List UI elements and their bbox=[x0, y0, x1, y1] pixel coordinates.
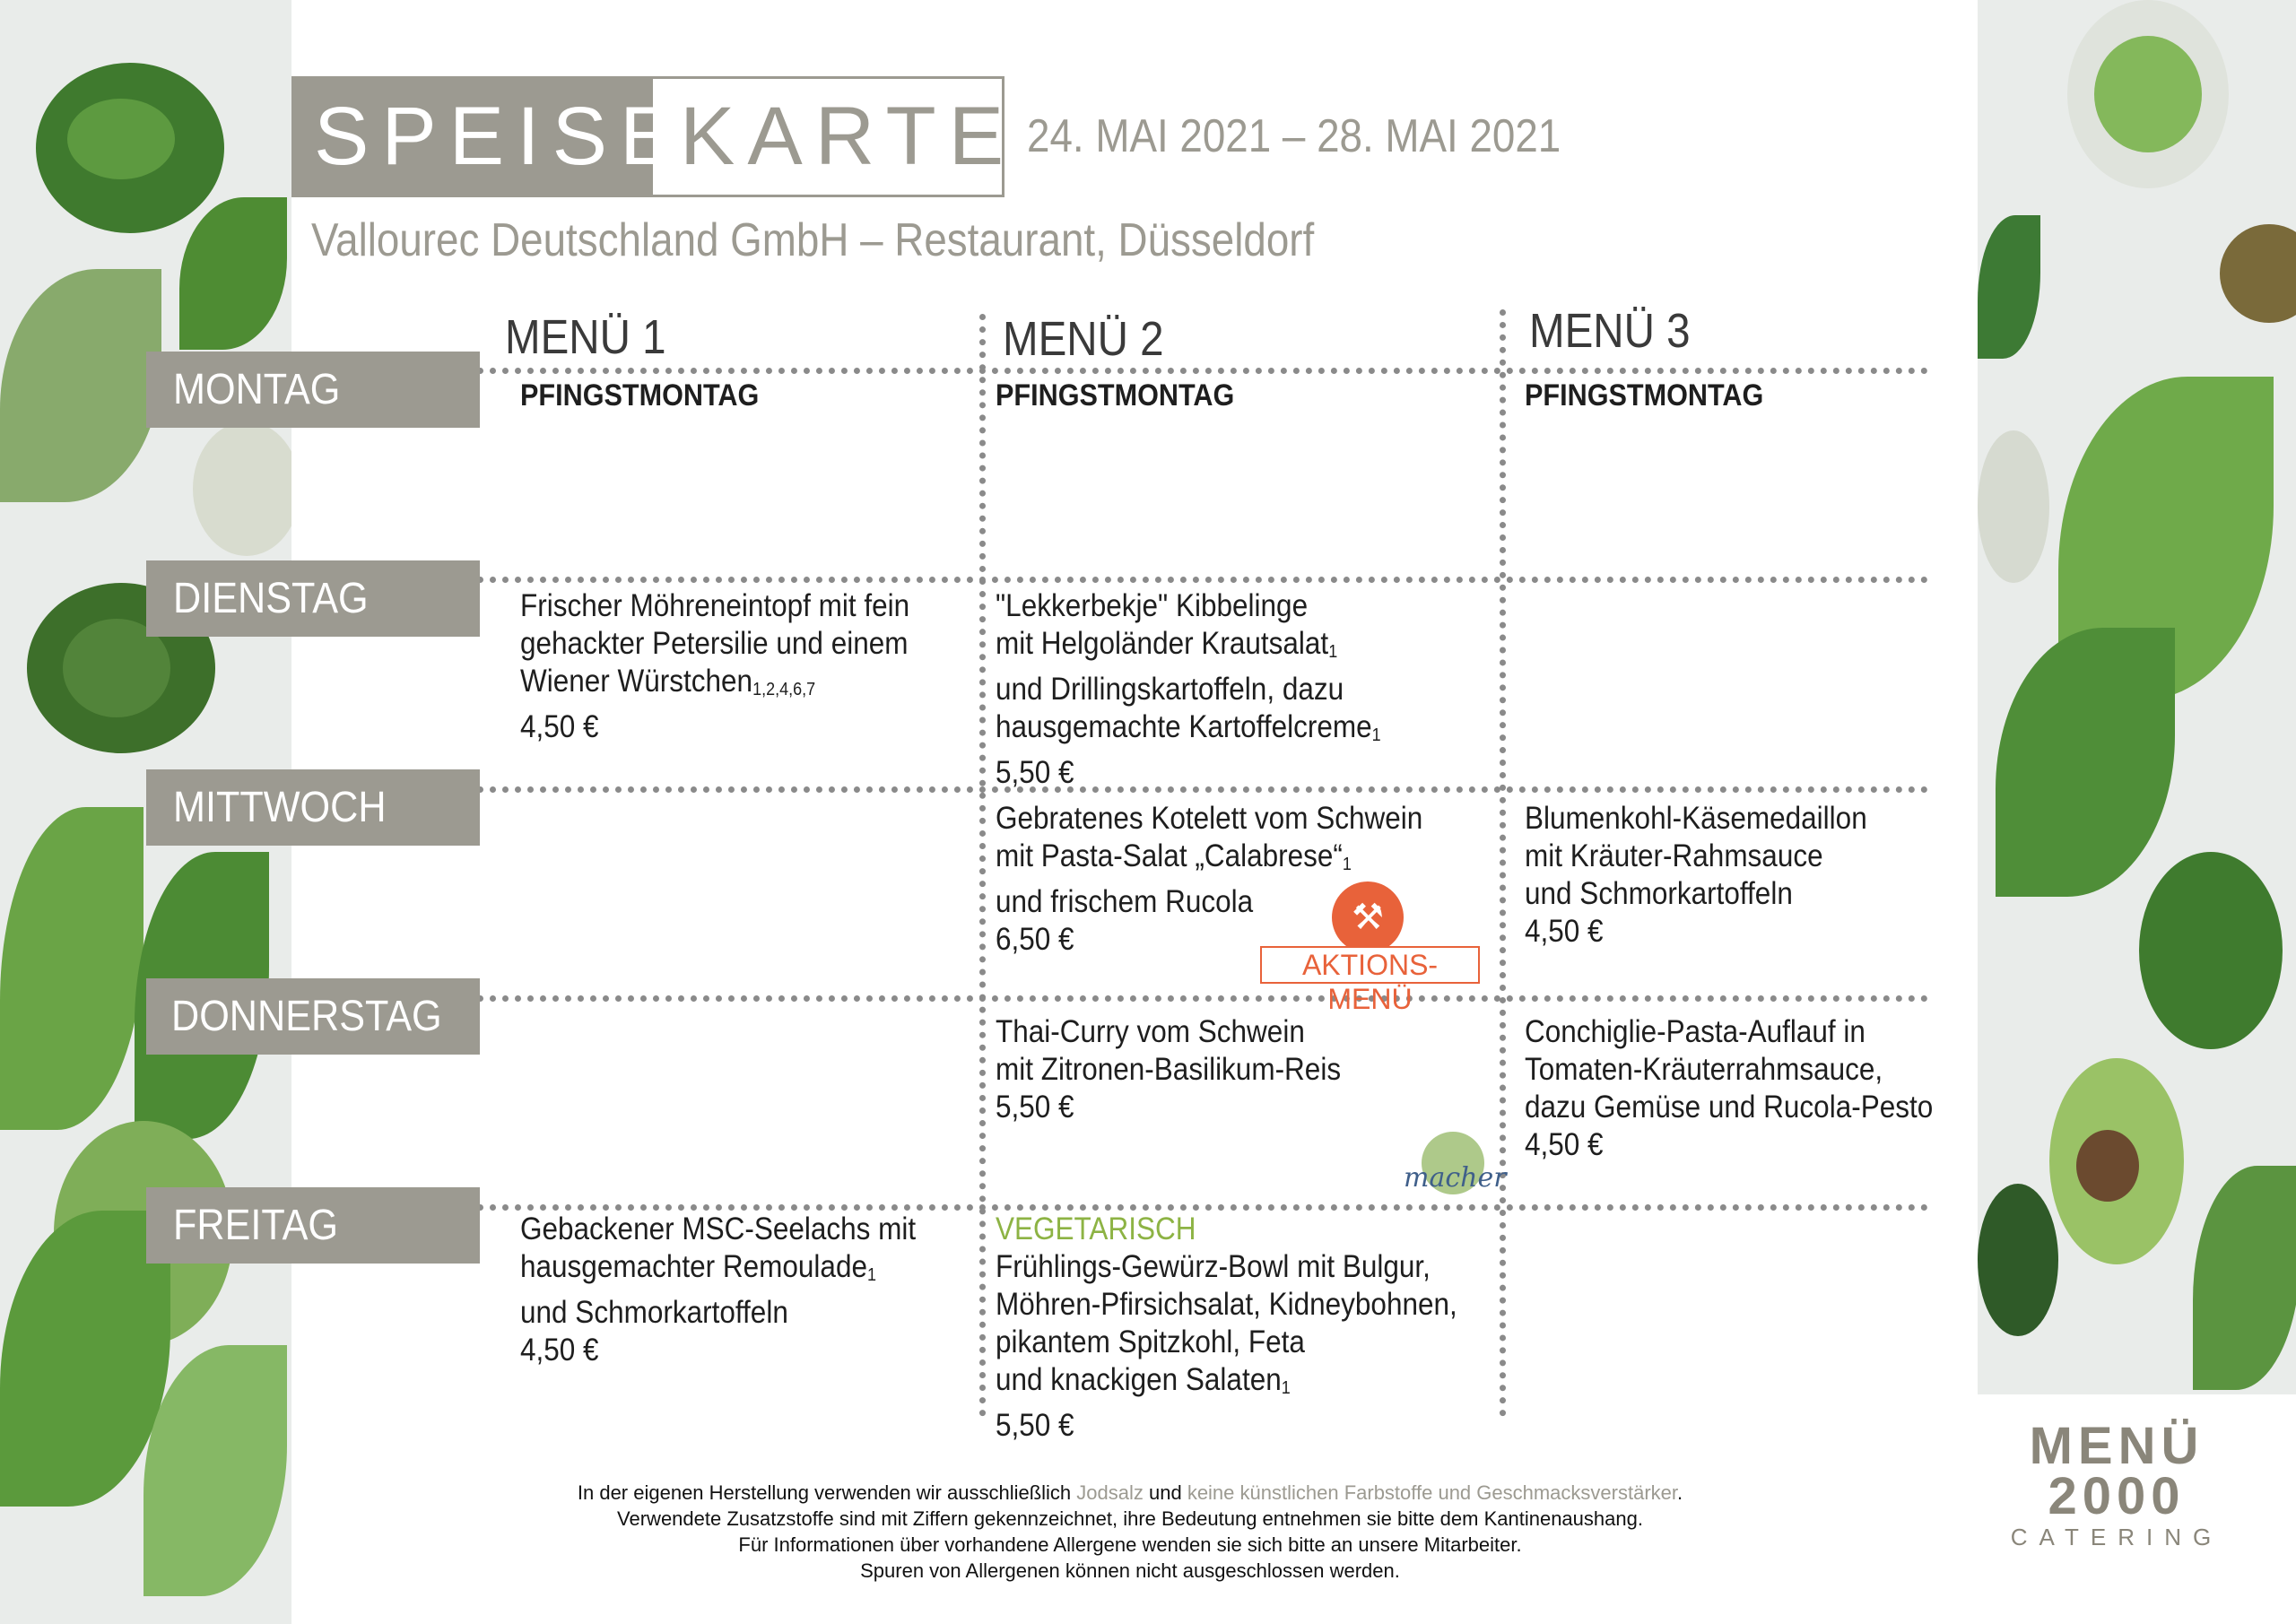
dish-price: 4,50 € bbox=[1525, 1127, 1604, 1162]
title-speise: SPEISE bbox=[294, 79, 653, 195]
day-label-montag: MONTAG bbox=[173, 366, 341, 413]
row-divider-donnerstag bbox=[439, 995, 1928, 1002]
logo-line-2: 2000 bbox=[2048, 1467, 2186, 1525]
dish-line: "Lekkerbekje" Kibbelinge bbox=[996, 588, 1309, 623]
additive-numbers: 1 bbox=[866, 1265, 876, 1285]
title-box bbox=[291, 76, 1017, 197]
day-label-freitag: FREITAG bbox=[173, 1202, 339, 1249]
additive-numbers: 1,2,4,6,7 bbox=[752, 680, 816, 699]
dienstag-menu2 bbox=[996, 587, 1480, 792]
menu-2-heading: MENÜ 2 bbox=[1003, 312, 1164, 366]
footer-text: In der eigenen Herstellung verwenden wir ausschließlich bbox=[577, 1481, 1077, 1504]
footer-notes bbox=[359, 1480, 1901, 1584]
dish-line: Conchiglie-Pasta-Auflauf in bbox=[1525, 1014, 1866, 1049]
right-vegetable-photo bbox=[1978, 0, 2296, 1394]
dish-price: 5,50 € bbox=[996, 755, 1074, 790]
row-divider-montag bbox=[439, 368, 1928, 374]
dish-line: und frischem Rucola bbox=[996, 884, 1254, 919]
additive-numbers: 1 bbox=[1371, 725, 1381, 745]
dienstag-menu1 bbox=[520, 587, 1004, 746]
fit-macher-badge bbox=[1404, 1132, 1507, 1203]
dish-line: Gebackener MSC-Seelachs mit bbox=[520, 1211, 917, 1246]
aktion-label: AKTIONS-MENÜ bbox=[1260, 946, 1480, 984]
additive-numbers: 1 bbox=[1281, 1378, 1291, 1398]
montag-menu3 bbox=[1525, 377, 2009, 414]
day-label-donnerstag: DONNERSTAG bbox=[171, 993, 442, 1040]
dish-line: mit Zitronen-Basilikum-Reis bbox=[996, 1052, 1342, 1087]
day-label-dienstag: DIENSTAG bbox=[173, 575, 369, 622]
day-tab-mittwoch bbox=[146, 769, 480, 846]
date-range: 24. MAI 2021 – 28. MAI 2021 bbox=[1027, 110, 1561, 162]
footer-highlight-no-additives: keine künstlichen Farbstoffe und Geschmacksverstärker bbox=[1187, 1481, 1677, 1504]
additive-numbers: 1 bbox=[1328, 642, 1338, 662]
dish-line bbox=[520, 663, 956, 708]
dish-line: Frühlings-Gewürz-Bowl mit Bulgur, bbox=[996, 1249, 1431, 1284]
footer-line-3: Für Informationen über vorhandene Allergene wenden sie sich bitte an unsere Mitarbeiter. bbox=[738, 1533, 1522, 1556]
dish-price: 6,50 € bbox=[996, 922, 1074, 957]
dish-line: pikantem Spitzkohl, Feta bbox=[996, 1324, 1305, 1359]
dish-price: 4,50 € bbox=[1525, 914, 1604, 949]
dish-line bbox=[996, 1361, 1431, 1407]
footer-highlight-jodsalz: Jodsalz bbox=[1076, 1481, 1144, 1504]
footer-text: und bbox=[1143, 1481, 1187, 1504]
day-tab-freitag bbox=[146, 1187, 480, 1264]
dish-line: gehackter Petersilie und einem bbox=[520, 626, 909, 661]
donnerstag-menu2 bbox=[996, 1013, 1480, 1126]
cutlery-icon: ⚒ bbox=[1352, 898, 1384, 937]
dish-line: und Schmorkartoffeln bbox=[520, 1295, 788, 1330]
holiday-label: PFINGSTMONTAG bbox=[520, 378, 760, 413]
dish-text: mit Helgoländer Krautsalat bbox=[996, 626, 1329, 661]
menu2000-logo bbox=[1996, 1417, 2238, 1556]
dish-price: 4,50 € bbox=[520, 1333, 599, 1368]
dish-price: 5,50 € bbox=[996, 1408, 1074, 1443]
day-tab-dienstag bbox=[146, 560, 480, 637]
donnerstag-menu3 bbox=[1525, 1013, 2009, 1164]
dish-line: und Schmorkartoffeln bbox=[1525, 876, 1793, 911]
holiday-label: PFINGSTMONTAG bbox=[1525, 378, 1764, 413]
day-tab-montag bbox=[146, 352, 480, 428]
title-karte: KARTE bbox=[680, 91, 1017, 182]
dish-line: dazu Gemüse und Rucola-Pesto bbox=[1525, 1090, 1934, 1125]
dish-line bbox=[996, 838, 1431, 883]
dish-line: Möhren-Pfirsichsalat, Kidneybohnen, bbox=[996, 1287, 1457, 1322]
dish-price: 4,50 € bbox=[520, 709, 599, 744]
fit-label: macher bbox=[1404, 1162, 1507, 1194]
restaurant-subtitle: Vallourec Deutschland GmbH – Restaurant, Düsseldorf bbox=[311, 214, 1315, 266]
dish-line: und Drillingskartoffeln, dazu bbox=[996, 672, 1344, 707]
logo-line-3: CATERING bbox=[2010, 1524, 2223, 1550]
montag-menu2 bbox=[996, 377, 1480, 414]
freitag-menu1 bbox=[520, 1211, 1004, 1369]
dish-line: Tomaten-Kräuterrahmsauce, bbox=[1525, 1052, 1883, 1087]
dish-line bbox=[520, 1248, 956, 1294]
vegetarian-label: VEGETARISCH bbox=[996, 1211, 1196, 1246]
freitag-menu2 bbox=[996, 1211, 1480, 1445]
logo-line-1: MENÜ bbox=[2029, 1417, 2205, 1475]
dish-line bbox=[996, 625, 1431, 671]
dish-text: mit Pasta-Salat „Calabrese“ bbox=[996, 838, 1343, 873]
row-divider-freitag bbox=[439, 1204, 1928, 1211]
menu-1-heading: MENÜ 1 bbox=[505, 310, 666, 364]
footer-line-1 bbox=[359, 1480, 1901, 1506]
dish-text: hausgemachte Kartoffelcreme bbox=[996, 709, 1372, 744]
dish-price: 5,50 € bbox=[996, 1090, 1074, 1125]
dish-line: Frischer Möhreneintopf mit fein bbox=[520, 588, 910, 623]
dish-line bbox=[996, 708, 1431, 754]
dish-text: Wiener Würstchen bbox=[520, 664, 753, 699]
dish-text: und knackigen Salaten bbox=[996, 1362, 1282, 1397]
day-tab-donnerstag bbox=[146, 978, 480, 1055]
aktion-circle bbox=[1332, 881, 1404, 953]
aktions-menu-badge bbox=[1260, 881, 1480, 1015]
menu-3-heading: MENÜ 3 bbox=[1529, 304, 1691, 358]
additive-numbers: 1 bbox=[1342, 855, 1352, 874]
row-divider-dienstag bbox=[439, 577, 1928, 583]
holiday-label: PFINGSTMONTAG bbox=[996, 378, 1235, 413]
footer-line-2: Verwendete Zusatzstoffe sind mit Ziffern gekennzeichnet, ihre Bedeutung entnehmen sie bitte dem Kantinenaushang. bbox=[617, 1507, 1643, 1530]
column-divider-2 bbox=[1500, 309, 1506, 1417]
dish-line: Gebratenes Kotelett vom Schwein bbox=[996, 801, 1423, 836]
dish-text: hausgemachter Remoulade bbox=[520, 1249, 867, 1284]
dish-line: Blumenkohl-Käsemedaillon bbox=[1525, 801, 1867, 836]
montag-menu1 bbox=[520, 377, 1004, 414]
dish-line: mit Kräuter-Rahmsauce bbox=[1525, 838, 1823, 873]
footer-text: . bbox=[1677, 1481, 1683, 1504]
mittwoch-menu3 bbox=[1525, 800, 2009, 951]
day-label-mittwoch: MITTWOCH bbox=[173, 784, 387, 831]
dish-line: Thai-Curry vom Schwein bbox=[996, 1014, 1305, 1049]
footer-line-4: Spuren von Allergenen können nicht ausgeschlossen werden. bbox=[860, 1559, 1400, 1582]
